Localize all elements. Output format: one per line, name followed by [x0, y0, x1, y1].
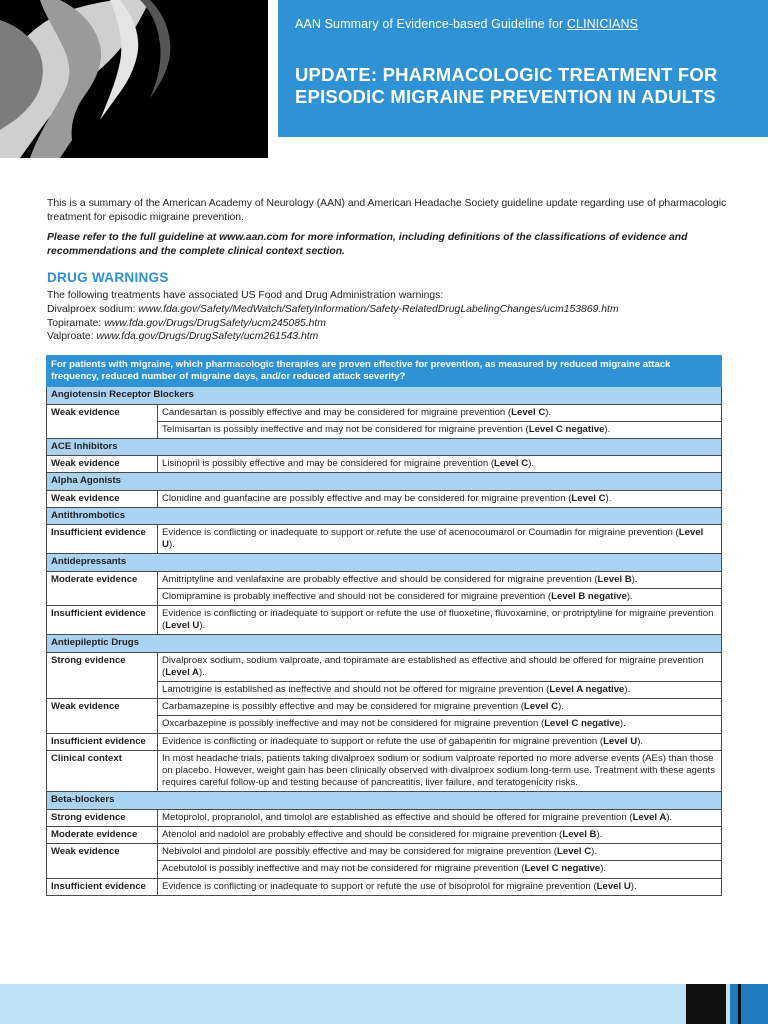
- category-row: [47, 439, 722, 456]
- level-badge: Level U: [596, 880, 631, 892]
- table-row: [47, 826, 722, 843]
- category-alpha: Alpha Agonists: [47, 473, 722, 490]
- footer-accent-black: [686, 984, 726, 1024]
- hands-photo-icon: [0, 0, 268, 158]
- level-badge: Level U: [162, 527, 704, 551]
- recommendation: Oxcarbazepine is possibly ineffective and may not be considered for migraine prevention (Level C negative).: [158, 716, 722, 733]
- level-badge: Level B negative: [551, 590, 627, 602]
- intro-reference: Please refer to the full guideline at www.aan.com for more information, including definitions of the classifications of evidence and recommendations and the complete clinical context section.: [47, 232, 688, 257]
- category-ace: ACE Inhibitors: [47, 439, 722, 456]
- table-row: [47, 878, 722, 895]
- header-photo: [0, 0, 268, 158]
- evidence-table: [46, 355, 722, 896]
- warnings-lead: The following treatments have associated US Food and Drug Administration warnings:: [47, 290, 444, 301]
- level-badge: Level B: [562, 828, 597, 840]
- table-row: [47, 525, 722, 554]
- footer-accent-line: [738, 984, 741, 1024]
- header-kicker: [295, 17, 638, 31]
- intro-summary: This is a summary of the American Academy of Neurology (AAN) and American Headache Society guideline update regarding use of pharmacologic treatment for episodic migraine prevention.: [47, 198, 727, 223]
- recommendation: Evidence is conflicting or inadequate to support or refute the use of fluoxetine, fluvoxamine, or protriptyline for migraine prevention (Level U).: [158, 606, 722, 635]
- evidence-label: Insufficient evidence: [47, 878, 158, 895]
- level-badge: Level C: [511, 406, 546, 418]
- level-badge: Level A: [632, 811, 667, 823]
- level-badge: Level A negative: [549, 684, 625, 696]
- warning-item: [47, 303, 737, 317]
- evidence-label: Strong evidence: [47, 809, 158, 826]
- evidence-label: Weak evidence: [47, 404, 158, 438]
- evidence-label: Weak evidence: [47, 490, 158, 507]
- level-badge: Level C: [523, 701, 559, 713]
- recommendation: Evidence is conflicting or inadequate to support or refute the use of acenocoumarol or Coumadin for migraine prevention (Level U).: [158, 525, 722, 554]
- recommendation: Telmisartan is possibly ineffective and may not be considered for migraine prevention (Level C negative).: [158, 421, 722, 438]
- level-badge: Level B: [597, 573, 632, 585]
- table-question: For patients with migraine, which pharmacologic therapies are proven effective for prevention, as measured by reduced migraine attack frequency, reduced number of migraine days, and/or reduced attack severity?: [47, 356, 722, 387]
- level-badge: Level U: [603, 735, 638, 747]
- table-row: [47, 456, 722, 473]
- table-row: [47, 844, 722, 861]
- table-row: [47, 606, 722, 635]
- category-antidepressants: Antidepressants: [47, 554, 722, 571]
- warning-drug: Divalproex sodium:: [47, 303, 139, 315]
- evidence-label: Clinical context: [47, 750, 158, 792]
- evidence-label: Insufficient evidence: [47, 733, 158, 750]
- recommendation: Lisinopril is possibly effective and may be considered for migraine prevention (Level C).: [158, 456, 722, 473]
- level-badge: Level C negative: [524, 863, 601, 875]
- table-question-row: [47, 356, 722, 387]
- category-row: [47, 507, 722, 524]
- drug-warnings-heading: DRUG WARNINGS: [47, 270, 169, 285]
- recommendation: Clonidine and guanfacine are possibly effective and may be considered for migraine prevention (Level C).: [158, 490, 722, 507]
- recommendation: Lamotrigine is established as ineffective and should not be offered for migraine prevention (Level A negative).: [158, 682, 722, 699]
- category-antithrombotics: Antithrombotics: [47, 507, 722, 524]
- footer-accent-blue: [730, 984, 768, 1024]
- evidence-label: Strong evidence: [47, 652, 158, 699]
- category-arb: Angiotensin Receptor Blockers: [47, 387, 722, 404]
- category-row: [47, 792, 722, 809]
- recommendation: Carbamazepine is possibly effective and may be considered for migraine prevention (Level C).: [158, 699, 722, 716]
- table-row: [47, 809, 722, 826]
- table-row: [47, 750, 722, 792]
- evidence-label: Moderate evidence: [47, 571, 158, 605]
- title-line-1: UPDATE: PHARMACOLOGIC TREATMENT FOR: [295, 64, 718, 85]
- category-beta-blockers: Beta-blockers: [47, 792, 722, 809]
- recommendation: Evidence is conflicting or inadequate to support or refute the use of gabapentin for migraine prevention (Level U).: [158, 733, 722, 750]
- title-line-2: EPISODIC MIGRAINE PREVENTION IN ADULTS: [295, 86, 716, 107]
- level-badge: Level A: [165, 666, 199, 678]
- footer-band: [0, 984, 768, 1024]
- recommendation: Amitriptyline and venlafaxine are probably effective and should be considered for migraine prevention (Level B).: [158, 571, 722, 588]
- warning-drug: Topiramate:: [47, 317, 105, 329]
- evidence-label: Weak evidence: [47, 699, 158, 733]
- recommendation: Divalproex sodium, sodium valproate, and topiramate are established as effective and should be offered for migraine prevention (Level A).: [158, 652, 722, 681]
- clinical-context: In most headache trials, patients taking divalproex sodium or sodium valproate reported no more adverse events (AEs) than those on placebo. However, weight gain has been clinically observed with divalproex sodium long-term use. Treatment with these agents requires careful follow-up and testing because of pancreatitis, liver failure, and teratogenicity risks.: [158, 750, 722, 792]
- level-badge: Level C negative: [528, 423, 605, 435]
- recommendation: Evidence is conflicting or inadequate to support or refute the use of bisoprolol for migraine prevention (Level U).: [158, 878, 722, 895]
- level-badge: Level C: [494, 458, 529, 470]
- table-row: [47, 733, 722, 750]
- warning-drug: Valproate:: [47, 331, 97, 343]
- drug-warnings-body: [47, 289, 737, 344]
- level-badge: Level C: [557, 846, 592, 858]
- category-row: [47, 387, 722, 404]
- header-band: [278, 0, 768, 137]
- evidence-label: Weak evidence: [47, 844, 158, 878]
- recommendation: Acebutolol is possibly ineffective and may not be considered for migraine prevention (Level C negative).: [158, 861, 722, 878]
- category-row: [47, 473, 722, 490]
- level-badge: Level C: [571, 492, 606, 504]
- recommendation: Nebivolol and pindolol are possibly effective and may be considered for migraine prevention (Level C).: [158, 844, 722, 861]
- recommendation: Clomipramine is probably ineffective and should not be considered for migraine prevention (Level B negative).: [158, 588, 722, 605]
- warning-item: [47, 317, 737, 331]
- category-row: [47, 635, 722, 652]
- evidence-label: Insufficient evidence: [47, 606, 158, 635]
- level-badge: Level C negative: [544, 718, 620, 730]
- evidence-label: Moderate evidence: [47, 826, 158, 843]
- table-row: [47, 490, 722, 507]
- warning-link[interactable]: www.fda.gov/Drugs/DrugSafety/ucm245085.htm: [104, 317, 326, 329]
- evidence-label: Weak evidence: [47, 456, 158, 473]
- page-title: [295, 64, 718, 108]
- recommendation: Candesartan is possibly effective and may be considered for migraine prevention (Level C).: [158, 404, 722, 421]
- category-antiepileptic: Antiepileptic Drugs: [47, 635, 722, 652]
- warning-link[interactable]: www.fda.gov/Safety/MedWatch/SafetyInformation/Safety-RelatedDrugLabelingChanges/ucm153869.htm: [138, 303, 619, 315]
- table-row: [47, 571, 722, 588]
- table-row: [47, 404, 722, 421]
- kicker-prefix: AAN Summary of Evidence-based Guideline for: [295, 17, 567, 31]
- level-badge: Level U: [165, 620, 200, 632]
- evidence-label: Insufficient evidence: [47, 525, 158, 554]
- table-row: [47, 652, 722, 681]
- warning-link[interactable]: www.fda.gov/Drugs/DrugSafety/ucm261543.htm: [96, 331, 319, 343]
- category-row: [47, 554, 722, 571]
- warning-item: [47, 330, 737, 344]
- kicker-audience: CLINICIANS: [566, 17, 639, 31]
- recommendation: Atenolol and nadolol are probably effective and should be considered for migraine prevention (Level B).: [158, 826, 722, 843]
- recommendation: Metoprolol, propranolol, and timolol are established as effective and should be offered for migraine prevention (Level A).: [158, 809, 722, 826]
- table-row: [47, 699, 722, 716]
